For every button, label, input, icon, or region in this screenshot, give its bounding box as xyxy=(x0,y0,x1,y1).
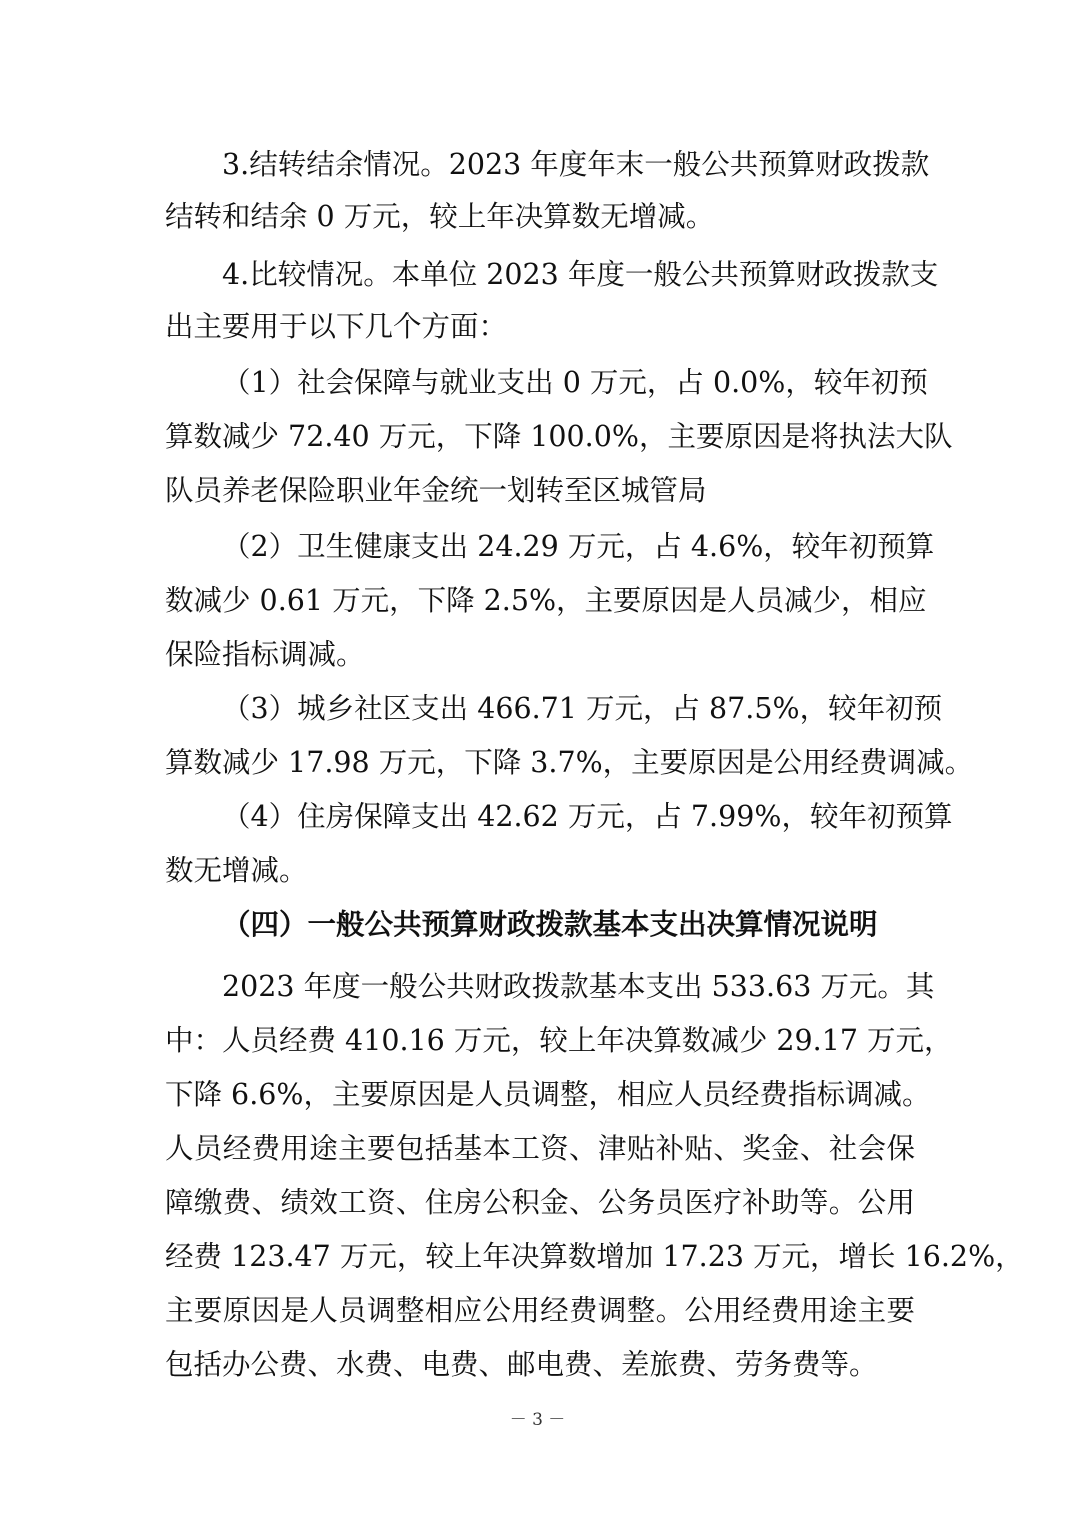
paragraph-line: （2）卫生健康支出 24.29 万元，占 4.6%，较年初预算 xyxy=(222,530,935,563)
paragraph-line: 障缴费、绩效工资、住房公积金、公务员医疗补助等。公用 xyxy=(165,1186,915,1219)
paragraph-line: 出主要用于以下几个方面： xyxy=(165,310,508,343)
paragraph-line: 包括办公费、水费、电费、邮电费、差旅费、劳务费等。 xyxy=(165,1348,878,1381)
paragraph-line: （4）住房保障支出 42.62 万元，占 7.99%，较年初预算 xyxy=(222,800,953,833)
paragraph-line: 保险指标调减。 xyxy=(165,638,365,671)
paragraph-line: 主要原因是人员调整相应公用经费调整。公用经费用途主要 xyxy=(165,1294,915,1327)
paragraph-line: 算数减少 17.98 万元，下降 3.7%，主要原因是公用经费调减。 xyxy=(165,746,974,779)
paragraph-line: 4.比较情况。本单位 2023 年度一般公共预算财政拨款支 xyxy=(222,258,939,291)
paragraph-line: 队员养老保险职业年金统一划转至区城管局 xyxy=(165,474,707,507)
paragraph-line: 中：人员经费 410.16 万元，较上年决算数减少 29.17 万元， xyxy=(165,1024,953,1057)
paragraph-line: 3.结转结余情况。2023 年度年末一般公共预算财政拨款 xyxy=(222,148,930,181)
paragraph-line: 数无增减。 xyxy=(165,854,308,887)
paragraph-line: 算数减少 72.40 万元，下降 100.0%，主要原因是将执法大队 xyxy=(165,420,953,453)
paragraph-line: （3）城乡社区支出 466.71 万元，占 87.5%，较年初预 xyxy=(222,692,943,725)
paragraph-line: 经费 123.47 万元，较上年决算数增加 17.23 万元，增长 16.2%， xyxy=(165,1240,1024,1273)
paragraph-line: 结转和结余 0 万元，较上年决算数无增减。 xyxy=(165,200,715,233)
paragraph-line: 人员经费用途主要包括基本工资、津贴补贴、奖金、社会保 xyxy=(165,1132,915,1165)
page-number: － 3 － xyxy=(509,1410,566,1430)
section-heading: （四）一般公共预算财政拨款基本支出决算情况说明 xyxy=(222,907,878,941)
paragraph-line: 2023 年度一般公共财政拨款基本支出 533.63 万元。其 xyxy=(222,970,935,1003)
paragraph-line: （1）社会保障与就业支出 0 万元，占 0.0%，较年初预 xyxy=(222,366,928,399)
paragraph-line: 下降 6.6%，主要原因是人员调整，相应人员经费指标调减。 xyxy=(165,1078,931,1111)
paragraph-line: 数减少 0.61 万元，下降 2.5%，主要原因是人员减少，相应 xyxy=(165,584,927,617)
